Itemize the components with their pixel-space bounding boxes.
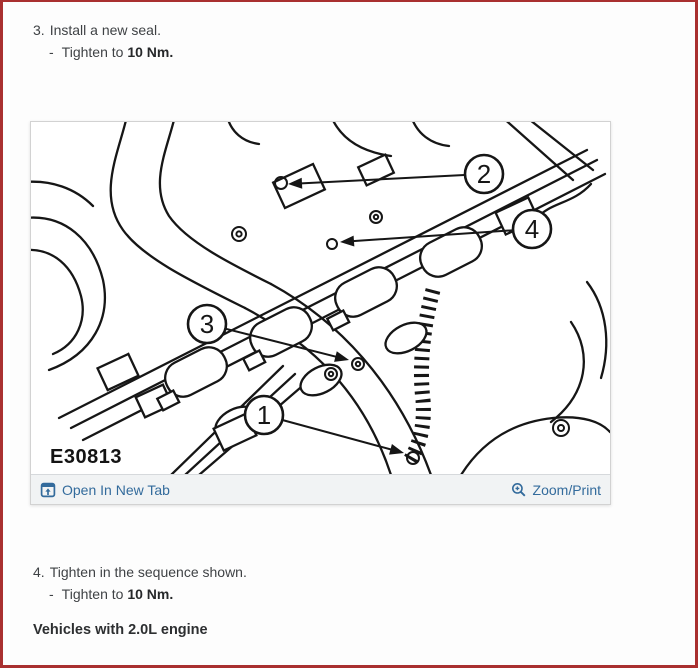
step-3-text: Install a new seal.: [49, 22, 161, 38]
step-4-line: [33, 562, 247, 582]
step-4-number: 4.: [33, 564, 45, 580]
svg-text:4: 4: [524, 214, 540, 244]
svg-text:2: 2: [476, 159, 492, 189]
step-3-subline: [49, 42, 173, 62]
step-3-sub-text: Tighten to: [61, 44, 128, 60]
figure-canvas: [31, 122, 610, 474]
step-3-sub-torque: 10 Nm.: [127, 44, 174, 60]
callout-1: [245, 396, 404, 455]
zoom-print-link[interactable]: [511, 482, 601, 498]
magnifier-plus-icon: [511, 482, 527, 498]
step-3-sub-dash: -: [49, 44, 54, 60]
step-4: [33, 562, 247, 604]
step-3: [33, 20, 173, 62]
open-in-new-tab-label: Open In New Tab: [62, 481, 170, 498]
open-in-new-tab-icon: [40, 482, 56, 498]
svg-text:3: 3: [199, 309, 215, 339]
step-4-sub-torque: 10 Nm.: [127, 586, 174, 602]
step-4-text: Tighten in the sequence shown.: [49, 564, 247, 580]
figure-panel: [30, 121, 611, 505]
step-4-subline: [49, 584, 247, 604]
svg-text:1: 1: [256, 400, 272, 430]
step-3-number: 3.: [33, 22, 45, 38]
step-4-sub-text: Tighten to: [61, 586, 128, 602]
figure-toolbar: [31, 474, 610, 504]
figure-code: E30813: [50, 446, 122, 468]
step-4-sub-dash: -: [49, 586, 54, 602]
section-heading: Vehicles with 2.0L engine: [33, 622, 208, 638]
zoom-print-label: Zoom/Print: [532, 481, 601, 498]
open-in-new-tab-link[interactable]: [40, 482, 170, 498]
step-3-line: [33, 20, 173, 40]
engine-diagram: [31, 122, 610, 474]
